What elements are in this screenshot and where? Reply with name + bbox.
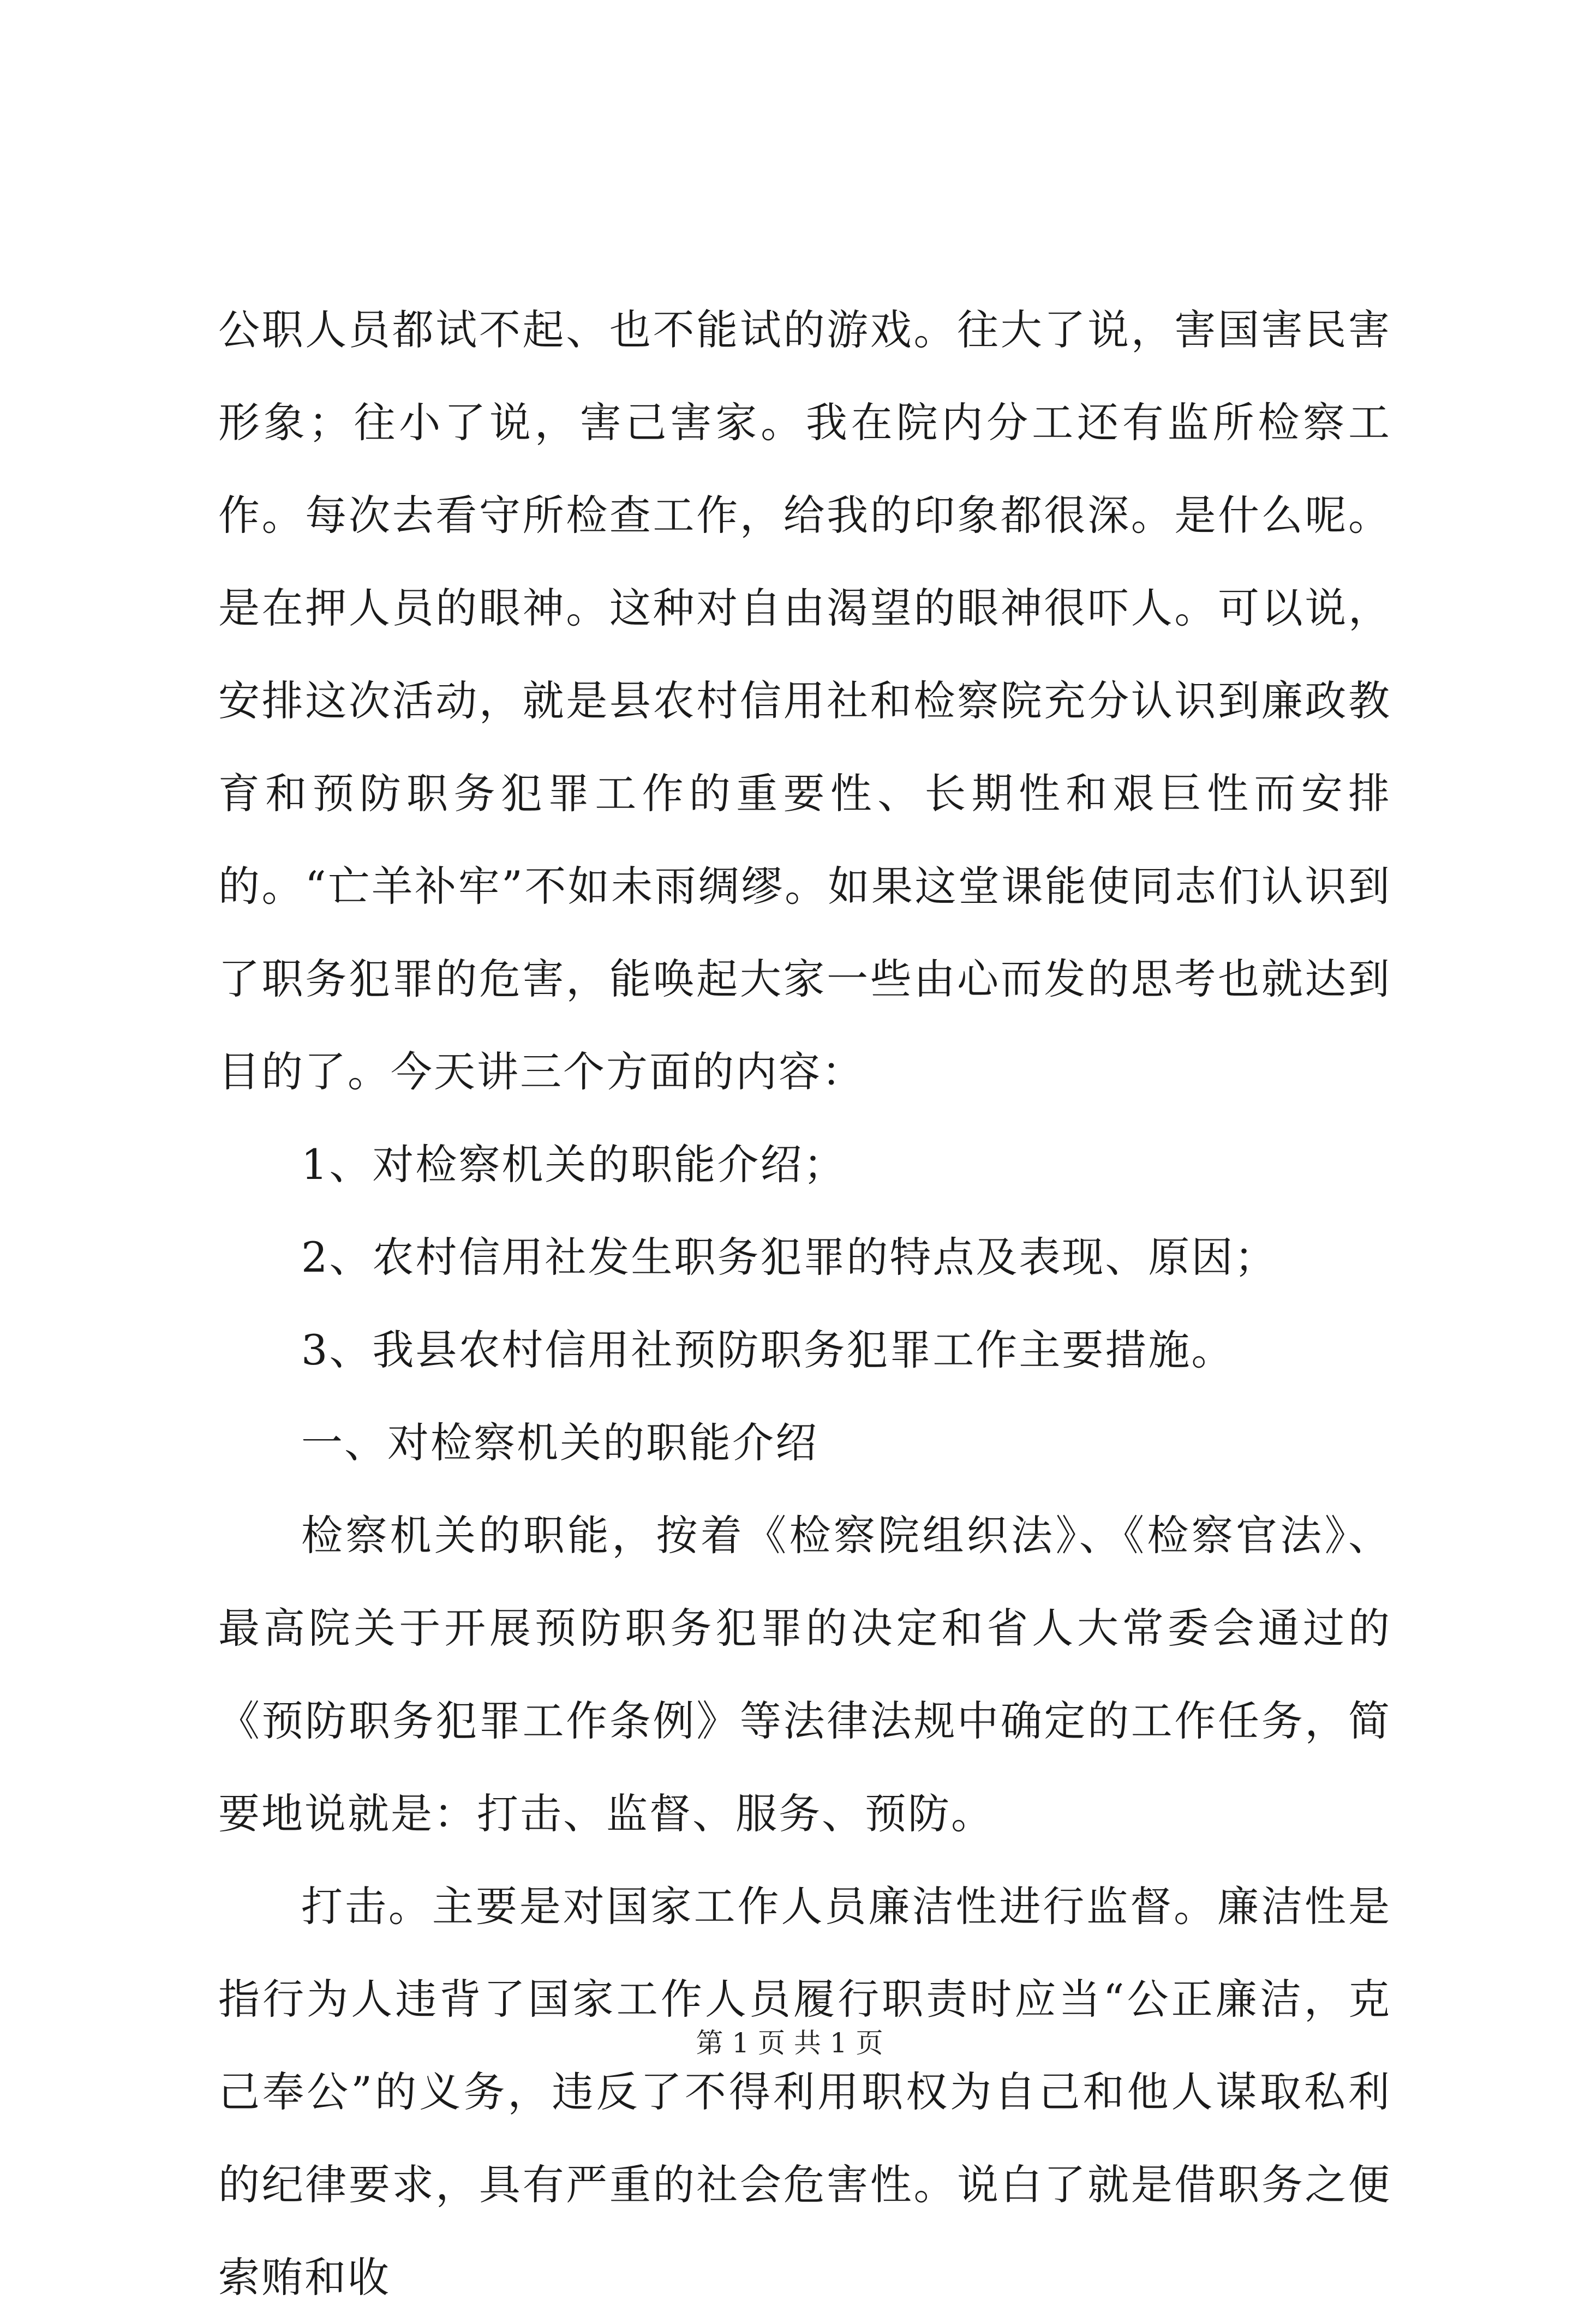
paragraph-functions: 检察机关的职能，按着《检察院组织法》、《检察官法》、最高院关于开展预防职务犯罪的决定和省人大常委会通过的《预防职务犯罪工作条例》等法律法规中确定的工作任务，简要地说就是：打击、监督、服务、预防。 xyxy=(218,1511,1391,1838)
section-heading-1: 一、对检察机关的职能介绍 xyxy=(301,1418,818,1467)
document-body xyxy=(218,284,1391,2324)
page-footer: 第 1 页 共 1 页 xyxy=(696,2027,883,2059)
list-item-3: 3、我县农村信用社预防职务犯罪工作主要措施。 xyxy=(301,1326,1235,1374)
paragraph-strike: 打击。主要是对国家工作人员廉洁性进行监督。廉洁性是指行为人违背了国家工作人员履行职责时应当“公正廉洁，克己奉公”的义务，违反了不得利用职权为自己和他人谋取私利的纪律要求，具有严重的社会危害性。说白了就是借职务之便索贿和收 xyxy=(218,1882,1391,2302)
paragraph-continued: 公职人员都试不起、也不能试的游戏。往大了说，害国害民害形象；往小了说，害己害家。我在院内分工还有监所检察工作。每次去看守所检查工作，给我的印象都很深。是什么呢。是在押人员的眼神。这种对自由渴望的眼神很吓人。可以说，安排这次活动，就是县农村信用社和检察院充分认识到廉政教育和预防职务犯罪工作的重要性、长期性和艰巨性而安排的。“亡羊补牢”不如未雨绸缪。如果这堂课能使同志们认识到了职务犯罪的危害，能唤起大家一些由心而发的思考也就达到目的了。今天讲三个方面的内容： xyxy=(218,306,1391,1096)
list-item-1: 1、对检察机关的职能介绍； xyxy=(301,1140,847,1189)
list-item-2: 2、农村信用社发生职务犯罪的特点及表现、原因； xyxy=(301,1233,1278,1281)
